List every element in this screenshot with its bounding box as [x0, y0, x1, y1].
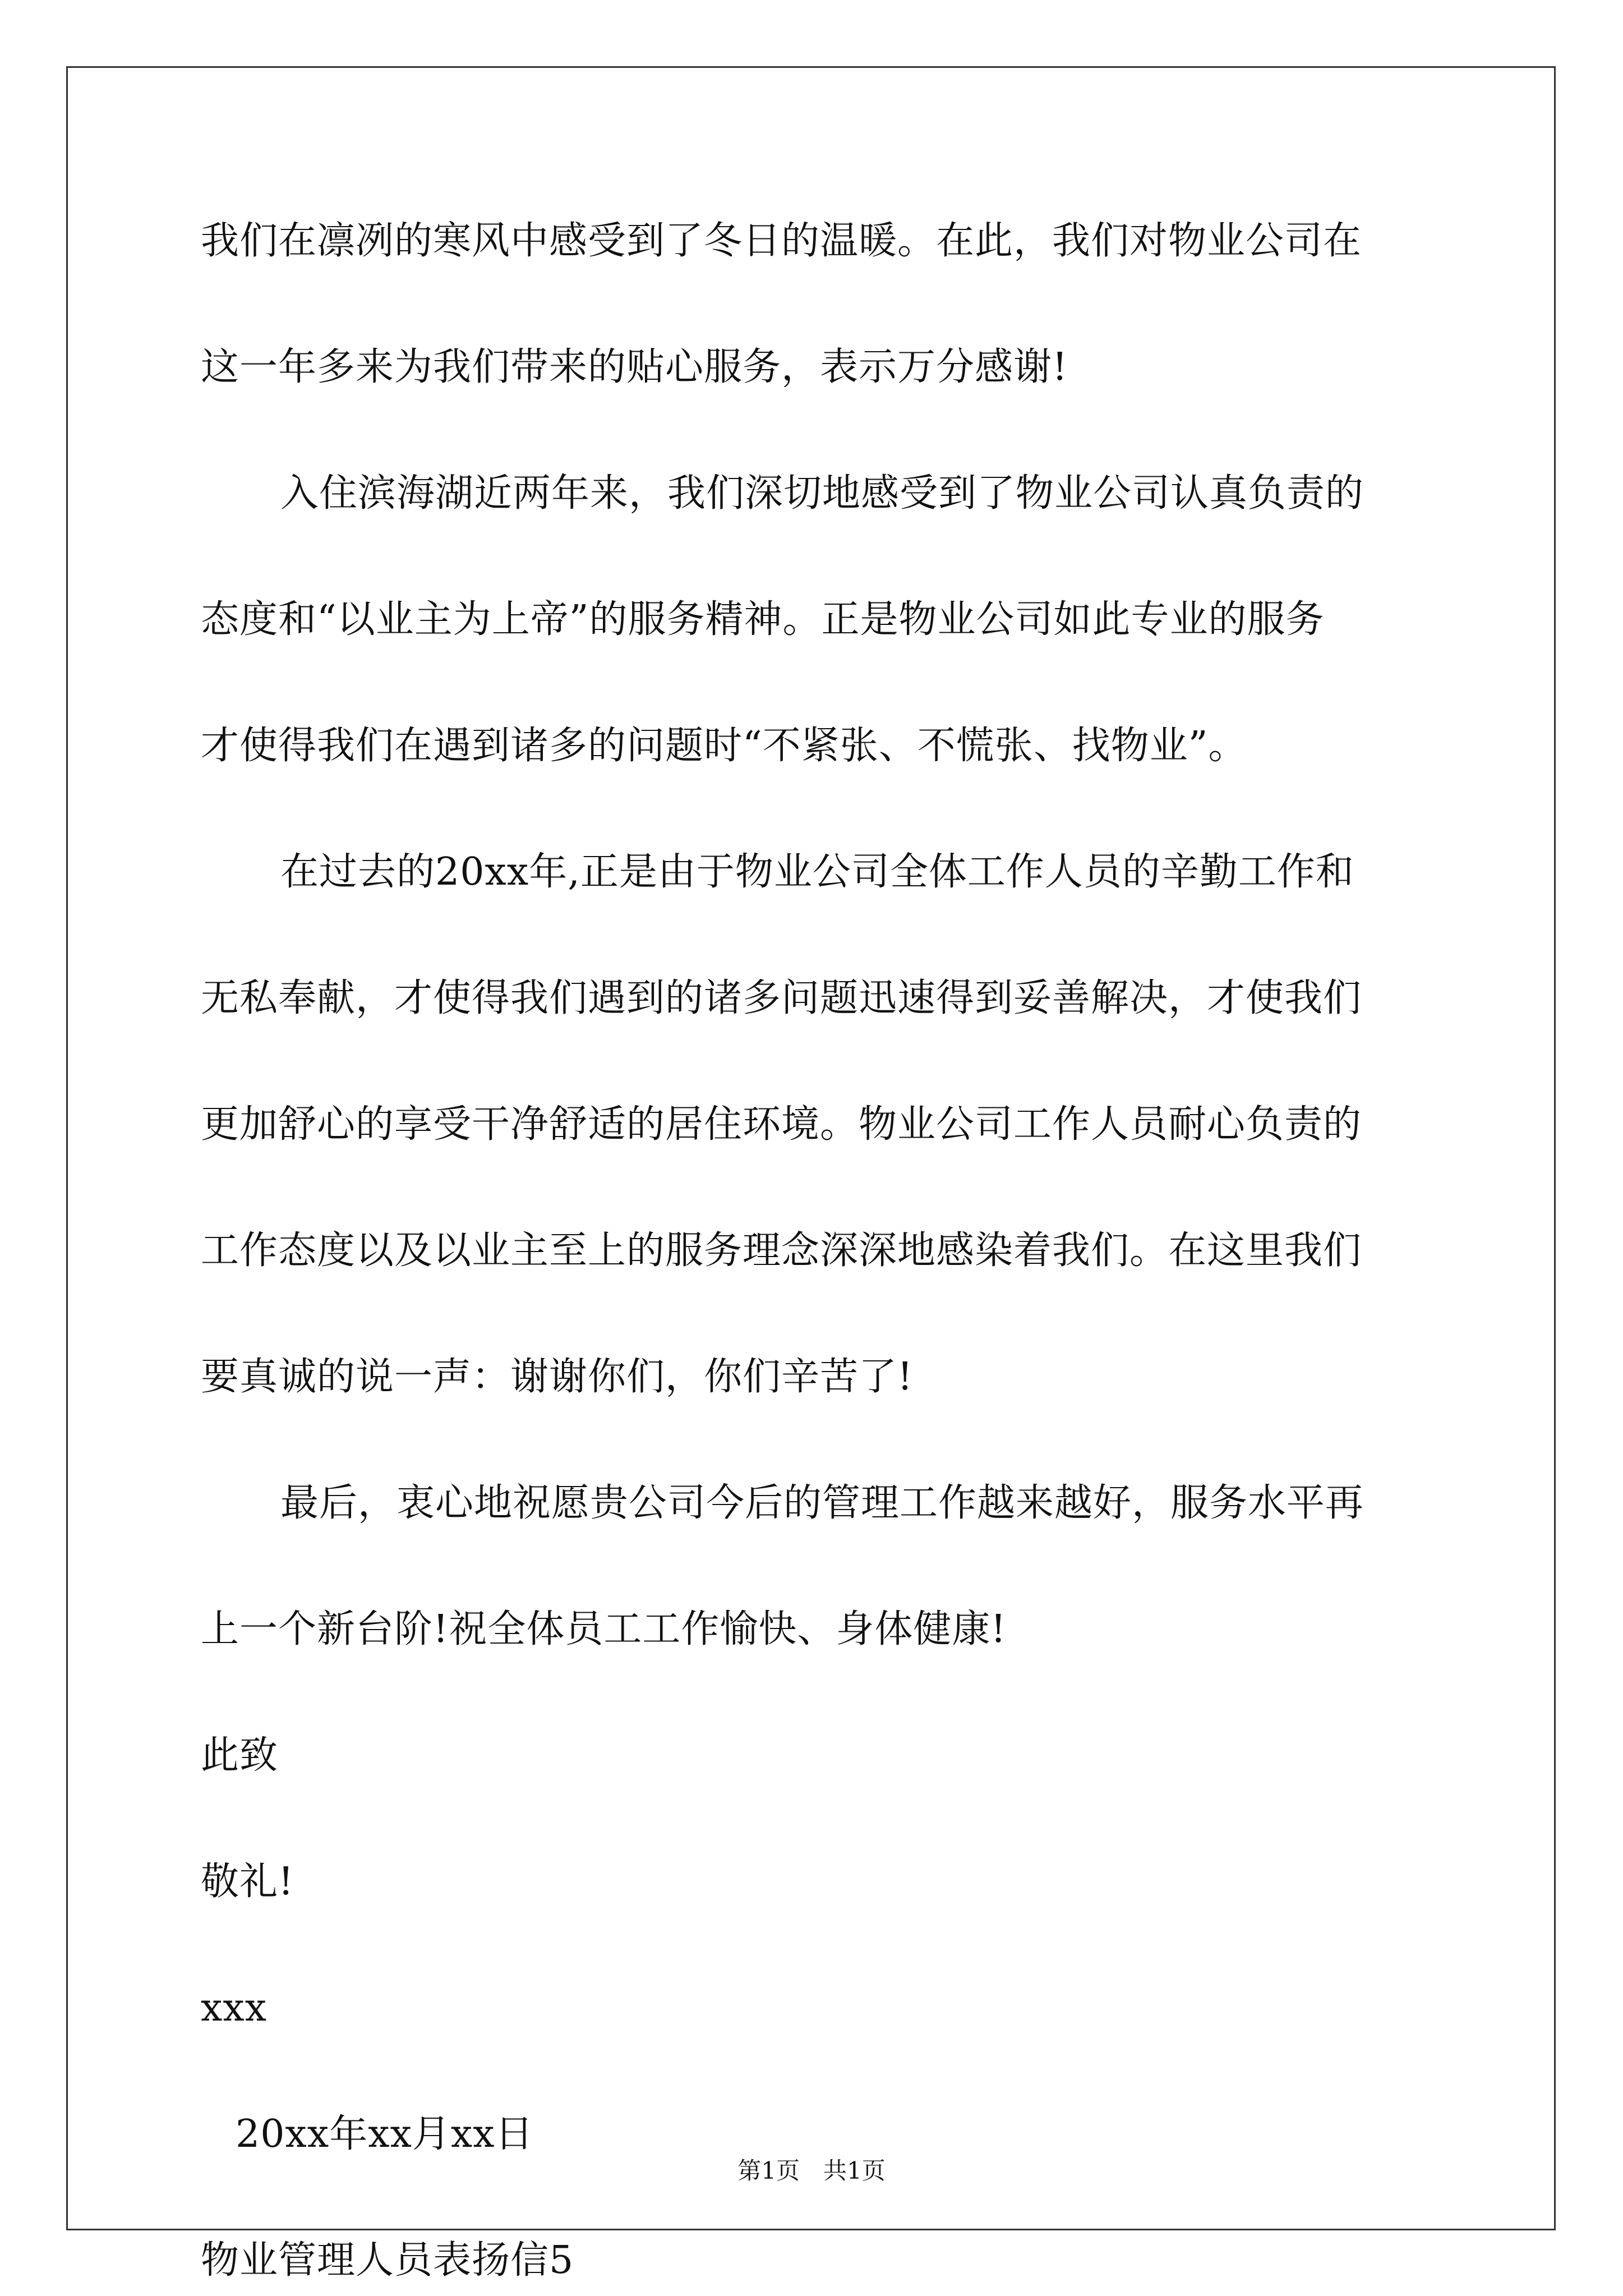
- text-line: 入住滨海湖近两年来，我们深切地感受到了物业公司认真负责的: [280, 471, 1364, 516]
- paragraph: [201, 213, 1423, 395]
- closing: 此致: [201, 1733, 279, 1778]
- next-section-title: 物业管理人员表扬信5: [201, 2238, 574, 2283]
- paragraph: [201, 844, 1423, 1405]
- text-line: 上一个新台阶!祝全体员工工作愉快、身体健康!: [201, 1607, 1007, 1651]
- paragraph: [201, 1475, 1423, 1658]
- text-line: 无私奉献，才使得我们遇到的诸多问题迅速得到妥善解决，才使我们: [201, 976, 1362, 1020]
- text-line: 工作态度以及以业主至上的服务理念深深地感染着我们。在这里我们: [201, 1228, 1362, 1273]
- date: 20xx年xx月xx日: [236, 2112, 534, 2156]
- text-line: 才使得我们在遇到诸多的问题时“不紧张、不慌张、找物业”。: [201, 724, 1247, 768]
- salutation: 敬礼!: [201, 1860, 294, 1904]
- paragraph: [201, 466, 1423, 774]
- signature: xxx: [201, 1986, 268, 2030]
- letter-body: [201, 213, 1423, 2289]
- text-line: 我们在凛冽的寒风中感受到了冬日的温暖。在此，我们对物业公司在: [201, 219, 1362, 263]
- text-line: 在过去的20xx年,正是由于物业公司全体工作人员的辛勤工作和: [280, 850, 1354, 894]
- text-line: 态度和“以业主为上帝”的服务精神。正是物业公司如此专业的服务: [201, 597, 1325, 642]
- text-line: 更加舒心的享受干净舒适的居住环境。物业公司工作人员耐心负责的: [201, 1102, 1362, 1147]
- text-line: 要真诚的说一声：谢谢你们，你们辛苦了!: [201, 1355, 914, 1399]
- text-line: 这一年多来为我们带来的贴心服务，表示万分感谢!: [201, 345, 1068, 389]
- text-line: 最后，衷心地祝愿贵公司今后的管理工作越来越好，服务水平再: [280, 1481, 1364, 1525]
- page-footer: 第1页 共1页: [737, 2157, 886, 2184]
